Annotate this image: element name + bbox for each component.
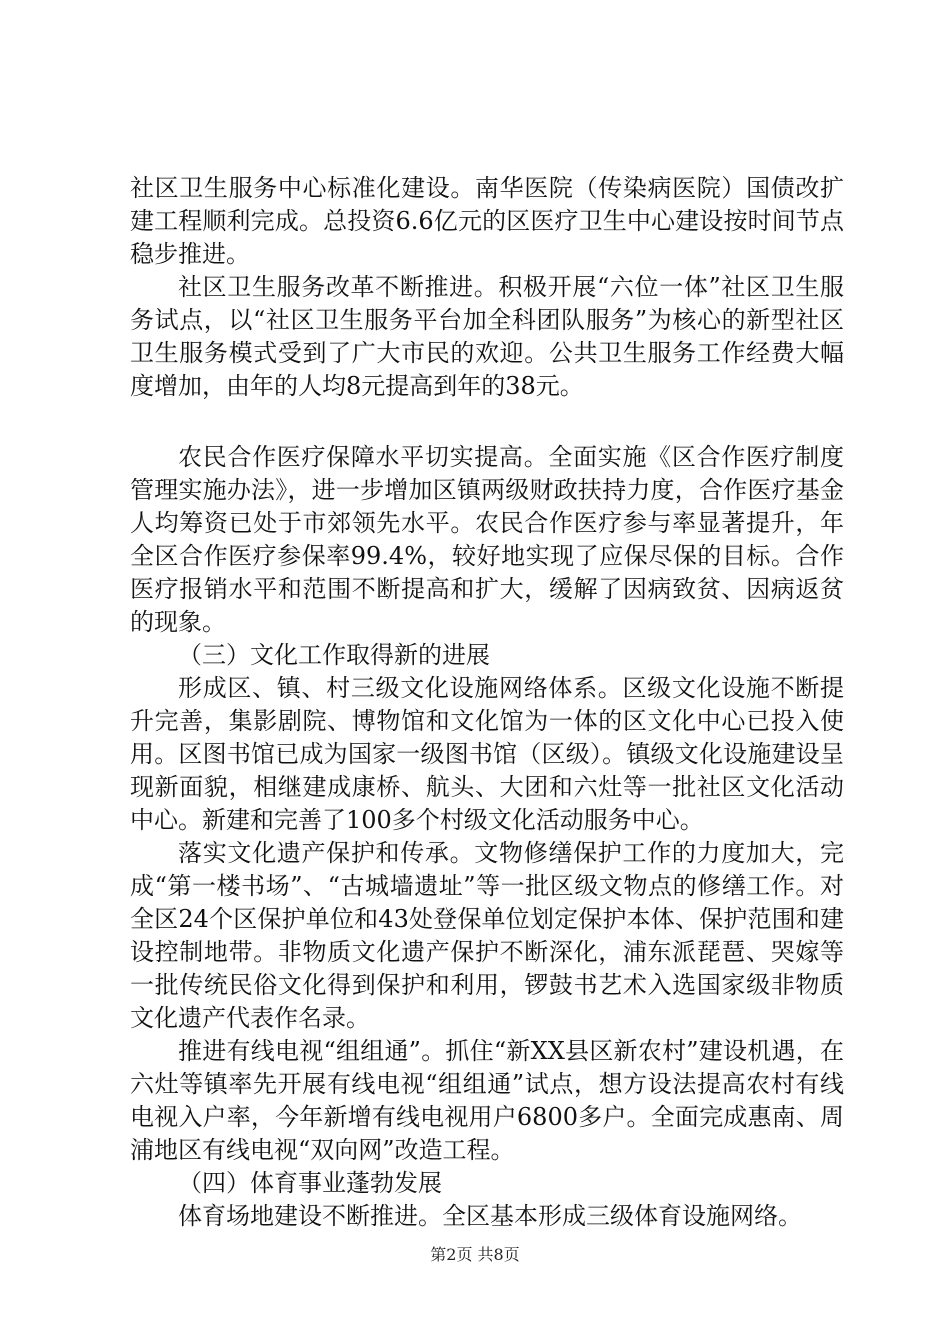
- paragraph-cooperative-medical: 农民合作医疗保障水平切实提高。全面实施《区合作医疗制度管理实施办法》，进一步增加区镇两级财政扶持力度，合作医疗基金人均筹资已处于市郊领先水平。农民合作医疗参与率显著提升，年全区合作医疗参保率99.4%，较好地实现了应保尽保的目标。合作医疗报销水平和范围不断提高和扩大，缓解了因病致贫、因病返贫的现象。: [130, 443, 844, 636]
- paragraph-culture-network: 形成区、镇、村三级文化设施网络体系。区级文化设施不断提升完善，集影剧院、博物馆和文化馆为一体的区文化中心已投入使用。区图书馆已成为国家一级图书馆（区级）。镇级文化设施建设呈现新面貌，相继建成康桥、航头、大团和六灶等一批社区文化活动中心。新建和完善了100多个村级文化活动服务中心。: [130, 674, 844, 834]
- document-body: [130, 172, 844, 1233]
- paragraph-cable-tv: 推进有线电视“组组通”。抓住“新XX县区新农村”建设机遇，在六灶等镇率先开展有线电视“组组通”试点，想方设法提高农村有线电视入户率，今年新增有线电视用户6800多户。全面完成惠南、周浦地区有线电视“双向网”改造工程。: [130, 1037, 844, 1164]
- paragraph-spacer: [130, 403, 844, 441]
- paragraph-heritage-protection: 落实文化遗产保护和传承。文物修缮保护工作的力度加大，完成“第一楼书场”、“古城墙遗址”等一批区级文物点的修缮工作。对全区24个区保护单位和43处登保单位划定保护本体、保护范围和建设控制地带。非物质文化遗产保护不断深化，浦东派琵琶、哭嫁等一批传统民俗文化得到保护和利用，锣鼓书艺术入选国家级非物质文化遗产代表作名录。: [130, 839, 844, 1032]
- paragraph-community-health-reform: 社区卫生服务改革不断推进。积极开展“六位一体”社区卫生服务试点，以“社区卫生服务平台加全科团队服务”为核心的新型社区卫生服务模式受到了广大市民的欢迎。公共卫生服务工作经费大幅度增加，由年的人均8元提高到年的38元。: [130, 273, 844, 400]
- section-heading-culture: （三）文化工作取得新的进展: [178, 641, 490, 669]
- page-footer: 第2页 共8页: [430, 1245, 520, 1264]
- paragraph-community-health-construction: 社区卫生服务中心标准化建设。南华医院（传染病医院）国债改扩建工程顺利完成。总投资6.6亿元的区医疗卫生中心建设按时间节点稳步推进。: [130, 174, 844, 268]
- paragraph-sports-facilities: 体育场地建设不断推进。全区基本形成三级体育设施网络。: [178, 1202, 802, 1230]
- section-heading-sports: （四）体育事业蓬勃发展: [178, 1169, 442, 1197]
